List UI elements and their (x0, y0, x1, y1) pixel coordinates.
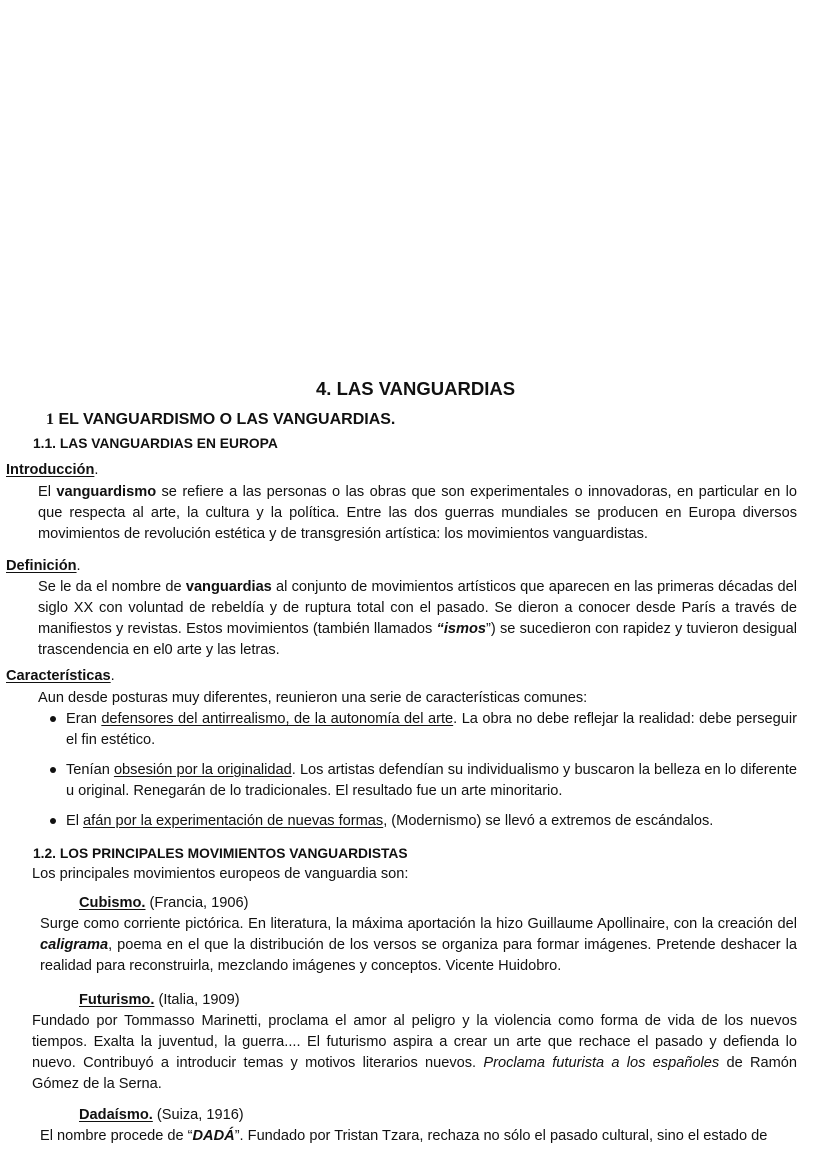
definition-text-a: Se le da el nombre de (38, 579, 186, 595)
feature-3-text-b: , (Modernismo) se llevó a extremos de escándalos. (383, 813, 714, 829)
cubism-name: Cubismo. (79, 895, 146, 911)
definition-label: Definición (6, 558, 77, 574)
intro-text-a: El (38, 484, 57, 500)
definition-term: vanguardias (185, 579, 272, 595)
dadaism-dada: DADÁ (192, 1128, 235, 1144)
futurism-paragraph (32, 1011, 797, 1095)
feature-item-2 (66, 760, 797, 802)
dadaism-meta: (Suiza, 1916) (152, 1107, 244, 1123)
bullet-icon (50, 818, 56, 824)
feature-3-text-a: El (66, 813, 84, 829)
dadaism-name: Dadaísmo. (79, 1107, 153, 1123)
futurism-name: Futurismo. (79, 992, 155, 1008)
section-heading-text: EL VANGUARDISMO O LAS VANGUARDIAS. (58, 411, 396, 428)
intro-term: vanguardismo (56, 484, 157, 500)
dadaism-heading (79, 1105, 244, 1126)
futurism-heading (79, 990, 240, 1011)
features-label: Características (6, 668, 111, 684)
intro-paragraph (38, 482, 797, 545)
feature-2-text-b: . Los artistas defendían su individualismo y buscaron la belleza en lo diferente u original. Renegarán de lo tradicionales. El resultado fue un arte minoritario. (66, 762, 797, 799)
cubism-caligrama: caligrama (40, 937, 109, 953)
cubism-meta: (Francia, 1906) (145, 895, 249, 911)
dadaism-text-b: ”. Fundado por Tristan Tzara, rechaza no sólo el pasado cultural, sino el estado de (234, 1128, 768, 1144)
intro-label: Introducción (6, 462, 95, 478)
subsection-heading-1-1: 1.1. LAS VANGUARDIAS EN EUROPA (33, 436, 278, 451)
section-heading-1 (46, 411, 395, 429)
cubism-text-b: , poema en el que la distribución de los versos se organiza para formar imágenes. Pretende deshacer la realidad para reconstruirla, mezclando imágenes y conceptos. Vicente Huidobro. (40, 937, 797, 974)
intro-label-line: Introducción. (6, 462, 99, 478)
dadaism-text-a: El nombre procede de “ (40, 1128, 193, 1144)
definition-text-c: ”) se sucedieron con rapidez y tuvieron desigual trascendencia en el0 arte y las letras. (38, 621, 797, 658)
movements-intro: Los principales movimientos europeos de vanguardia son: (32, 866, 409, 882)
bullet-icon (50, 716, 56, 722)
futurism-work-title: Proclama futurista a los españoles (483, 1055, 720, 1071)
feature-item-1 (66, 709, 797, 751)
dadaism-paragraph (40, 1126, 797, 1147)
feature-item-3 (66, 811, 797, 832)
futurism-text-a: Fundado por Tommasso Marinetti, proclama el amor al peligro y la violencia como forma de vida de los nuevos tiempos. Exalta la juventud, la guerra.... El futurismo aspira a crear un arte que rechace el pasado y defienda lo nuevo. Contribuyó a introducir temas y motivos literarios nuevos. (32, 1013, 797, 1071)
subsection-heading-1-2: 1.2. LOS PRINCIPALES MOVIMIENTOS VANGUARDISTAS (33, 846, 408, 861)
definition-text-b: al conjunto de movimientos artísticos que aparecen en las primeras décadas del siglo XX con voluntad de rebeldía y de ruptura total con el pasado. Se dieron a conocer desde París a través de manifiestos y revistas. Estos movimientos (también llamados (38, 579, 798, 637)
feature-1-text-a: Eran (66, 711, 102, 727)
futurism-meta: (Italia, 1909) (154, 992, 240, 1008)
definition-label-line: Definición. (6, 558, 81, 574)
futurism-text-b: de Ramón Gómez de la Serna. (32, 1055, 797, 1092)
bullet-icon (50, 767, 56, 773)
feature-1-highlight: defensores del antirrealismo, de la autonomía del arte (101, 711, 454, 727)
intro-text-b: se refiere a las personas o las obras que son experimentales o innovadoras, en particular en lo que respecta al arte, la cultura y la política. Entre las dos guerras mundiales se producen en Europa diversos movimientos de revolución estética y de transgresión artística: los movimientos vanguardistas. (38, 484, 797, 542)
feature-1-text-b: . La obra no debe reflejar la realidad: debe perseguir el fin estético. (66, 711, 797, 748)
feature-3-highlight: afán por la experimentación de nuevas formas (83, 813, 384, 829)
section-number: 1 (46, 411, 54, 428)
definition-paragraph (38, 577, 797, 661)
cubism-text-a: Surge como corriente pictórica. En literatura, la máxima aportación la hizo Guillaume Apollinaire, con la creación del (40, 916, 797, 932)
feature-2-text-a: Tenían (66, 762, 114, 778)
features-intro: Aun desde posturas muy diferentes, reunieron una serie de características comunes: (38, 690, 588, 706)
definition-ismos: “ismos (436, 621, 487, 637)
feature-2-highlight: obsesión por la originalidad (113, 762, 292, 778)
cubism-paragraph (40, 914, 797, 977)
document-title: 4. LAS VANGUARDIAS (316, 378, 516, 399)
features-label-line: Características. (6, 668, 115, 684)
cubism-heading (79, 893, 249, 914)
